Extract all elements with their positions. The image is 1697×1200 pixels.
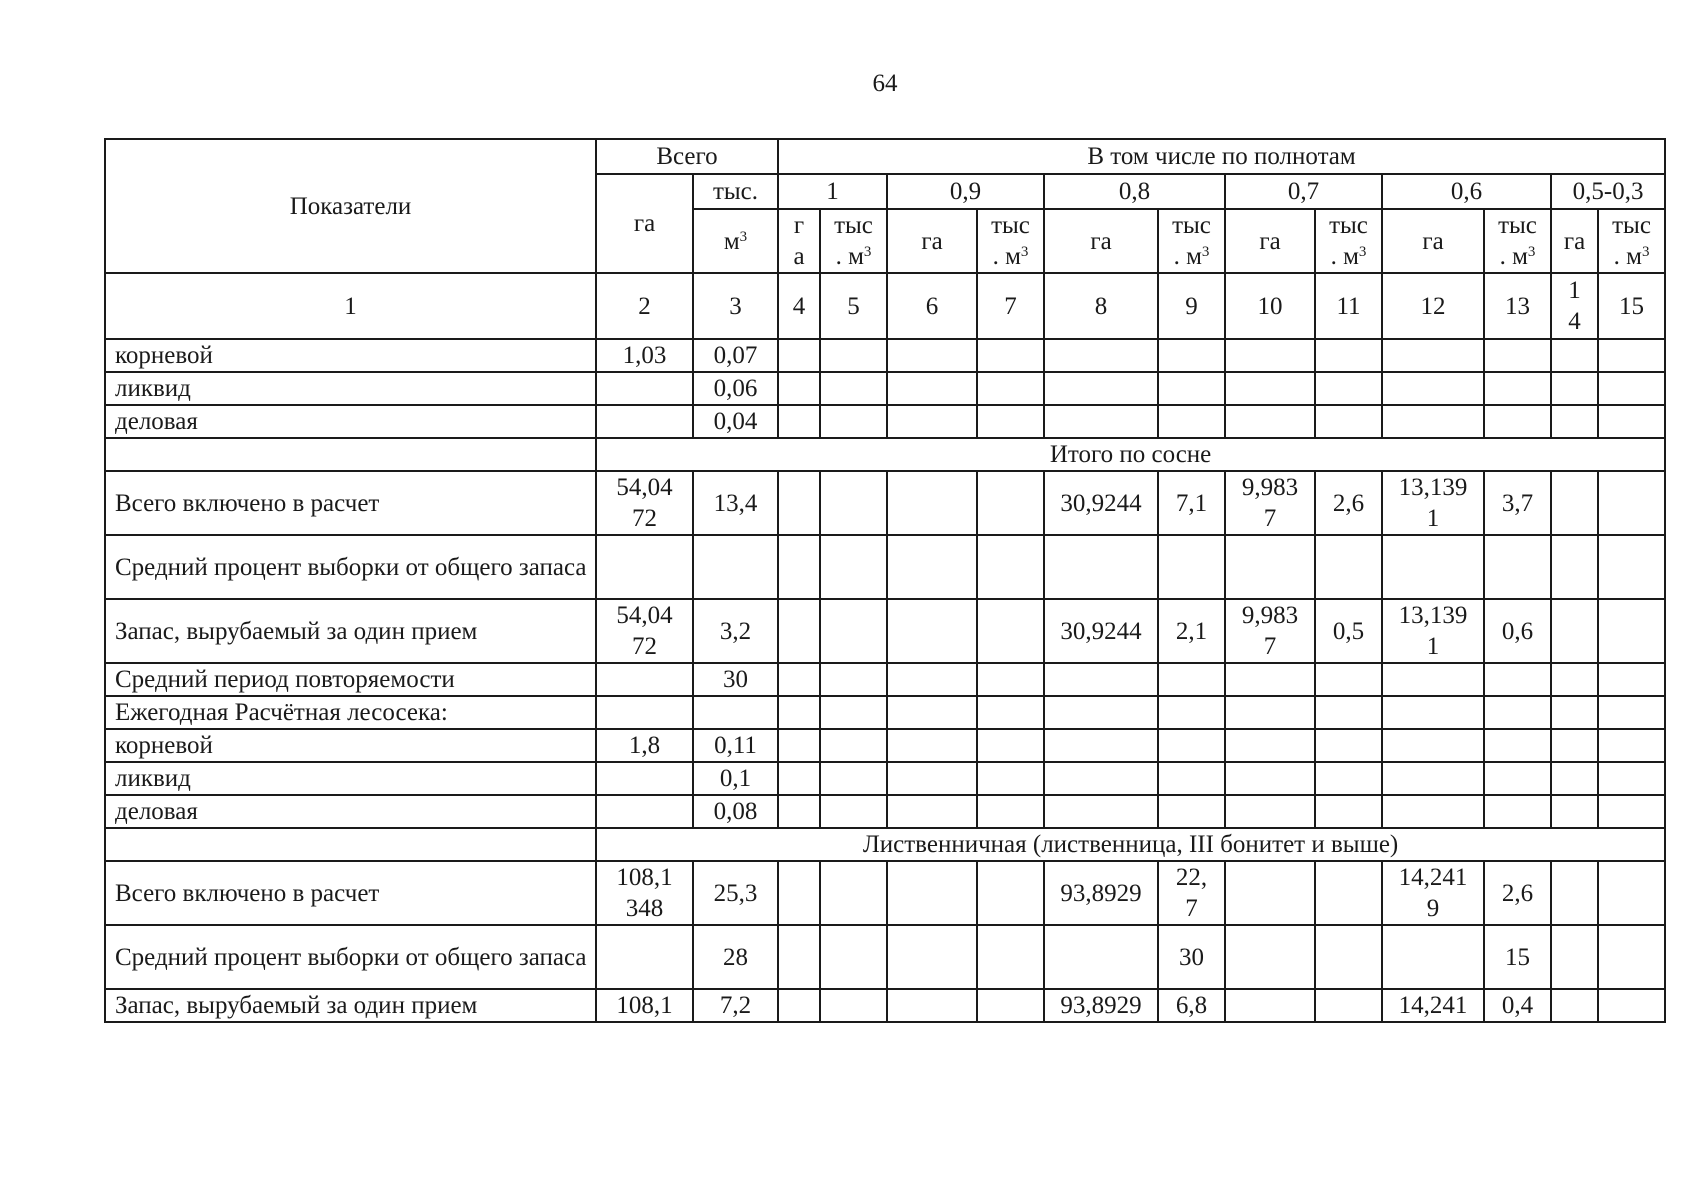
table-cell: 6,8 xyxy=(1158,989,1225,1022)
section-title: Итого по сосне xyxy=(596,438,1665,471)
table-cell: 0,11 xyxy=(693,729,778,762)
table-cell xyxy=(1225,535,1315,599)
row-label: деловая xyxy=(105,795,596,828)
table-cell xyxy=(1598,729,1665,762)
table-cell xyxy=(820,405,887,438)
table-cell xyxy=(820,696,887,729)
table-cell: 28 xyxy=(693,925,778,989)
table-cell xyxy=(693,535,778,599)
table-cell xyxy=(1598,471,1665,535)
table-row xyxy=(105,405,1665,438)
table-cell xyxy=(820,925,887,989)
table-cell xyxy=(1551,861,1598,925)
table-cell xyxy=(887,663,977,696)
table-cell: 0,06 xyxy=(693,372,778,405)
table-cell xyxy=(1044,535,1158,599)
table-cell xyxy=(820,471,887,535)
column-number: 1 xyxy=(105,273,596,339)
table-cell xyxy=(1315,696,1382,729)
table-cell xyxy=(887,729,977,762)
table-cell xyxy=(693,696,778,729)
table-cell xyxy=(1598,339,1665,372)
table-cell xyxy=(977,925,1044,989)
table-cell xyxy=(1484,729,1551,762)
table-cell xyxy=(1551,535,1598,599)
row-label: Средний процент выборки от общего запаса xyxy=(105,535,596,599)
table-cell xyxy=(1225,925,1315,989)
table-cell xyxy=(1551,663,1598,696)
table-cell xyxy=(1225,861,1315,925)
table-row xyxy=(105,989,1665,1022)
header-density-0-9: 0,9 xyxy=(887,174,1044,209)
header-ha: га xyxy=(1044,209,1158,273)
header-density-0-8: 0,8 xyxy=(1044,174,1225,209)
table-cell xyxy=(1382,663,1484,696)
table-cell xyxy=(1598,372,1665,405)
column-number: 8 xyxy=(1044,273,1158,339)
table-cell: 108,1 xyxy=(596,989,693,1022)
header-density-0-6: 0,6 xyxy=(1382,174,1551,209)
column-number: 5 xyxy=(820,273,887,339)
table-cell xyxy=(1598,405,1665,438)
table-cell xyxy=(1598,925,1665,989)
table-cell: 14,241 xyxy=(1382,989,1484,1022)
table-cell: 13,4 xyxy=(693,471,778,535)
table-cell xyxy=(778,405,820,438)
table-cell: 7,2 xyxy=(693,989,778,1022)
column-number: 1 4 xyxy=(1551,273,1598,339)
table-cell xyxy=(977,762,1044,795)
table-cell xyxy=(596,405,693,438)
table-cell xyxy=(887,535,977,599)
table-cell xyxy=(887,762,977,795)
table-row xyxy=(105,861,1665,925)
column-number: 11 xyxy=(1315,273,1382,339)
table-row xyxy=(105,535,1665,599)
table-cell xyxy=(1315,795,1382,828)
section-empty-cell xyxy=(105,438,596,471)
table-cell: 15 xyxy=(1484,925,1551,989)
table-cell xyxy=(778,372,820,405)
table-cell xyxy=(1598,795,1665,828)
column-number: 13 xyxy=(1484,273,1551,339)
table-cell xyxy=(820,729,887,762)
table-cell xyxy=(1315,535,1382,599)
table-cell xyxy=(1315,762,1382,795)
table-cell xyxy=(1598,762,1665,795)
table-body xyxy=(105,139,1665,1022)
row-label: корневой xyxy=(105,729,596,762)
table-cell xyxy=(977,471,1044,535)
table-cell xyxy=(1598,663,1665,696)
table-cell xyxy=(1382,795,1484,828)
table-cell: 0,07 xyxy=(693,339,778,372)
table-cell xyxy=(1315,729,1382,762)
table-cell: 93,8929 xyxy=(1044,989,1158,1022)
table-cell xyxy=(1484,762,1551,795)
table-cell xyxy=(1551,339,1598,372)
table-cell xyxy=(820,535,887,599)
table-cell xyxy=(820,372,887,405)
table-cell xyxy=(778,925,820,989)
table-cell xyxy=(887,405,977,438)
table-cell: 2,6 xyxy=(1484,861,1551,925)
table-cell xyxy=(1382,762,1484,795)
section-empty-cell xyxy=(105,828,596,861)
table-cell xyxy=(1158,405,1225,438)
table-cell: 13,139 1 xyxy=(1382,599,1484,663)
table-cell xyxy=(1484,663,1551,696)
row-label: корневой xyxy=(105,339,596,372)
table-cell xyxy=(1551,696,1598,729)
table-cell xyxy=(1225,795,1315,828)
table-row xyxy=(105,795,1665,828)
table-cell xyxy=(977,663,1044,696)
table-cell xyxy=(1225,696,1315,729)
table-cell xyxy=(1551,471,1598,535)
table-cell xyxy=(596,762,693,795)
table-cell: 0,5 xyxy=(1315,599,1382,663)
header-thous-m3: тыс . $м^3$ xyxy=(820,209,887,273)
table-cell xyxy=(1044,339,1158,372)
table-cell: 0,04 xyxy=(693,405,778,438)
header-including-by-density: В том числе по полнотам xyxy=(778,139,1665,174)
header-ha: га xyxy=(1551,209,1598,273)
table-cell xyxy=(1382,372,1484,405)
table-cell: 0,08 xyxy=(693,795,778,828)
column-number: 6 xyxy=(887,273,977,339)
header-total-m3: $м^3$ xyxy=(693,209,778,273)
table-cell xyxy=(1158,339,1225,372)
table-cell: 13,139 1 xyxy=(1382,471,1484,535)
table-cell xyxy=(1225,729,1315,762)
table-cell xyxy=(1598,696,1665,729)
header-thous-m3: тыс . $м^3$ xyxy=(1315,209,1382,273)
row-label: Средний процент выборки от общего запаса xyxy=(105,925,596,989)
table-cell xyxy=(820,989,887,1022)
table-cell xyxy=(778,696,820,729)
table-cell xyxy=(1158,372,1225,405)
table-cell xyxy=(1315,925,1382,989)
table-cell xyxy=(1315,861,1382,925)
table-cell xyxy=(977,696,1044,729)
table-cell xyxy=(1382,405,1484,438)
table-cell xyxy=(1551,795,1598,828)
column-number: 12 xyxy=(1382,273,1484,339)
table-cell: 7,1 xyxy=(1158,471,1225,535)
table-cell xyxy=(596,372,693,405)
table-cell xyxy=(887,471,977,535)
row-label: Ежегодная Расчётная лесосека: xyxy=(105,696,596,729)
column-number: 15 xyxy=(1598,273,1665,339)
table-row xyxy=(105,762,1665,795)
row-label: Средний период повторяемости xyxy=(105,663,596,696)
table-cell xyxy=(1158,795,1225,828)
table-cell xyxy=(778,762,820,795)
table-row xyxy=(105,471,1665,535)
table-cell xyxy=(1484,405,1551,438)
table-cell xyxy=(1598,599,1665,663)
table-cell xyxy=(1315,372,1382,405)
table-cell: 2,1 xyxy=(1158,599,1225,663)
header-ha: га xyxy=(887,209,977,273)
table-cell: 30 xyxy=(693,663,778,696)
section-row xyxy=(105,828,1665,861)
table-cell xyxy=(1551,989,1598,1022)
table-cell xyxy=(778,535,820,599)
table-cell xyxy=(1382,925,1484,989)
table-row xyxy=(105,372,1665,405)
table-cell xyxy=(1044,795,1158,828)
column-number: 7 xyxy=(977,273,1044,339)
table-cell: 54,04 72 xyxy=(596,599,693,663)
table-cell xyxy=(887,372,977,405)
table-cell: 1,03 xyxy=(596,339,693,372)
header-density-0-5-0-3: 0,5-0,3 xyxy=(1551,174,1665,209)
column-number-row xyxy=(105,273,1665,339)
section-title: Лиственничная (лиственница, III бонитет и выше) xyxy=(596,828,1665,861)
table-cell: 30,9244 xyxy=(1044,599,1158,663)
header-thous-m3: тыс . $м^3$ xyxy=(1484,209,1551,273)
table-cell xyxy=(1044,696,1158,729)
table-cell: 0,1 xyxy=(693,762,778,795)
table-cell: 14,241 9 xyxy=(1382,861,1484,925)
table-cell: 9,983 7 xyxy=(1225,599,1315,663)
table-cell xyxy=(596,535,693,599)
table-cell: 30,9244 xyxy=(1044,471,1158,535)
table-row xyxy=(105,599,1665,663)
table-cell xyxy=(887,925,977,989)
table-cell xyxy=(977,599,1044,663)
table-cell xyxy=(820,663,887,696)
table-cell xyxy=(1484,795,1551,828)
row-label: деловая xyxy=(105,405,596,438)
table-cell xyxy=(1044,372,1158,405)
table-cell xyxy=(887,339,977,372)
header-total-ha: га xyxy=(596,174,693,273)
column-number: 9 xyxy=(1158,273,1225,339)
table-cell xyxy=(1551,925,1598,989)
table-cell xyxy=(977,535,1044,599)
table-cell xyxy=(1225,405,1315,438)
table-cell xyxy=(1225,989,1315,1022)
column-number: 2 xyxy=(596,273,693,339)
table-cell xyxy=(1484,696,1551,729)
table-cell xyxy=(977,372,1044,405)
header-indicators: Показатели xyxy=(105,139,596,273)
table-cell xyxy=(1044,663,1158,696)
row-label: ликвид xyxy=(105,372,596,405)
table-cell xyxy=(887,696,977,729)
header-thous-m3: тыс . $м^3$ xyxy=(977,209,1044,273)
table-cell xyxy=(778,339,820,372)
table-cell xyxy=(1158,535,1225,599)
table-cell: 1,8 xyxy=(596,729,693,762)
table-cell xyxy=(887,795,977,828)
table-cell xyxy=(1551,762,1598,795)
table-cell xyxy=(1484,339,1551,372)
table-cell xyxy=(1158,663,1225,696)
row-label: Всего включено в расчет xyxy=(105,861,596,925)
table-row xyxy=(105,339,1665,372)
table-cell xyxy=(820,762,887,795)
row-label: Запас, вырубаемый за один прием xyxy=(105,599,596,663)
table-cell: 2,6 xyxy=(1315,471,1382,535)
table-cell: 0,6 xyxy=(1484,599,1551,663)
table-cell xyxy=(1044,762,1158,795)
page-number: 64 xyxy=(872,70,898,97)
table-cell xyxy=(1551,372,1598,405)
table-cell: 30 xyxy=(1158,925,1225,989)
table-cell xyxy=(778,599,820,663)
header-thous-m3: тыс . $м^3$ xyxy=(1598,209,1665,273)
table-cell xyxy=(1551,599,1598,663)
table-cell xyxy=(778,795,820,828)
table-cell xyxy=(1382,339,1484,372)
table-cell xyxy=(1044,729,1158,762)
header-density-1: 1 xyxy=(778,174,887,209)
table-cell xyxy=(1225,339,1315,372)
table-cell xyxy=(596,696,693,729)
header-total: Всего xyxy=(596,139,778,174)
header-ha: га xyxy=(1225,209,1315,273)
table-cell: 25,3 xyxy=(693,861,778,925)
table-cell xyxy=(887,599,977,663)
table-cell xyxy=(1484,535,1551,599)
table-cell: 9,983 7 xyxy=(1225,471,1315,535)
row-label: Всего включено в расчет xyxy=(105,471,596,535)
row-label: Запас, вырубаемый за один прием xyxy=(105,989,596,1022)
table-cell xyxy=(1598,535,1665,599)
table-cell xyxy=(1225,663,1315,696)
table-cell: 3,2 xyxy=(693,599,778,663)
table-cell xyxy=(1315,339,1382,372)
table-cell: 22, 7 xyxy=(1158,861,1225,925)
table-cell xyxy=(596,663,693,696)
header-density-0-7: 0,7 xyxy=(1225,174,1382,209)
table-cell: 54,04 72 xyxy=(596,471,693,535)
section-row xyxy=(105,438,1665,471)
header-ha: га xyxy=(1382,209,1484,273)
table-cell xyxy=(820,795,887,828)
table-cell xyxy=(1158,696,1225,729)
column-number: 4 xyxy=(778,273,820,339)
table-cell xyxy=(1598,861,1665,925)
table-cell xyxy=(1044,925,1158,989)
table-row xyxy=(105,729,1665,762)
table-cell xyxy=(887,861,977,925)
table-cell xyxy=(977,795,1044,828)
table-cell xyxy=(977,405,1044,438)
table-cell xyxy=(596,795,693,828)
table-cell: 108,1 348 xyxy=(596,861,693,925)
table-cell xyxy=(1158,729,1225,762)
column-number: 3 xyxy=(693,273,778,339)
table-cell xyxy=(820,599,887,663)
table-cell xyxy=(820,861,887,925)
header-ha-split: г а xyxy=(778,209,820,273)
table-cell xyxy=(1382,729,1484,762)
table-row xyxy=(105,925,1665,989)
table-cell xyxy=(1225,372,1315,405)
table-cell xyxy=(1382,696,1484,729)
table-cell xyxy=(1551,405,1598,438)
table-cell xyxy=(977,339,1044,372)
table-cell xyxy=(1484,372,1551,405)
row-label: ликвид xyxy=(105,762,596,795)
table-cell xyxy=(1158,762,1225,795)
header-row-1 xyxy=(105,139,1665,174)
table-cell: 3,7 xyxy=(1484,471,1551,535)
table-cell xyxy=(1551,729,1598,762)
table-cell: 93,8929 xyxy=(1044,861,1158,925)
table-cell xyxy=(1315,989,1382,1022)
table-cell xyxy=(778,729,820,762)
table-cell xyxy=(1044,405,1158,438)
table-cell xyxy=(887,989,977,1022)
table-cell xyxy=(977,861,1044,925)
table-cell xyxy=(778,663,820,696)
table-cell xyxy=(1315,663,1382,696)
table-cell xyxy=(977,729,1044,762)
table-cell xyxy=(1225,762,1315,795)
table-row xyxy=(105,696,1665,729)
table-cell xyxy=(596,925,693,989)
table-cell xyxy=(1315,405,1382,438)
table-cell xyxy=(778,861,820,925)
table-cell xyxy=(977,989,1044,1022)
table-row xyxy=(105,663,1665,696)
table-cell xyxy=(778,471,820,535)
table-cell xyxy=(778,989,820,1022)
column-number: 10 xyxy=(1225,273,1315,339)
table-cell: 0,4 xyxy=(1484,989,1551,1022)
header-thous-m3: тыс . $м^3$ xyxy=(1158,209,1225,273)
forest-data-table xyxy=(104,138,1666,1023)
table-cell xyxy=(1382,535,1484,599)
header-total-thous: тыс. xyxy=(693,174,778,209)
table-cell xyxy=(820,339,887,372)
table-cell xyxy=(1598,989,1665,1022)
